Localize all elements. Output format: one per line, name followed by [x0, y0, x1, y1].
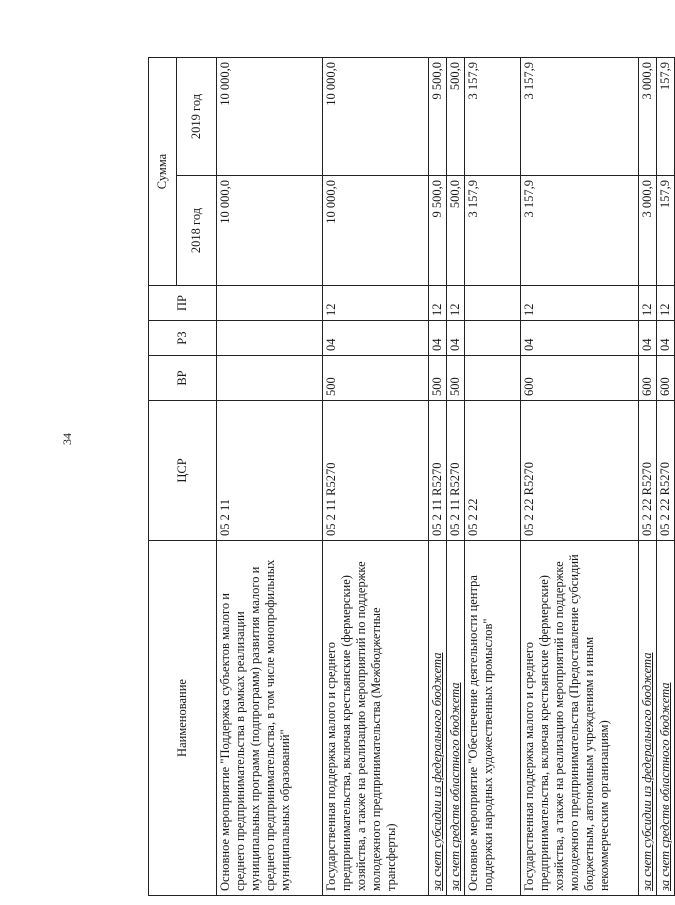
cell-rz: 04 [429, 321, 447, 356]
cell-pr: 12 [323, 286, 429, 321]
cell-vr [465, 356, 521, 401]
cell-rz: 04 [447, 321, 465, 356]
cell-csr: 05 2 22 R5270 [521, 401, 639, 541]
rotated-page-content [148, 58, 672, 896]
cell-vr: 600 [639, 356, 657, 401]
budget-table [148, 57, 675, 896]
cell-2018: 10 000,0 [323, 176, 429, 286]
cell-rz: 04 [639, 321, 657, 356]
page-number: 34 [60, 433, 74, 445]
header-year-2018: 2018 год [177, 176, 217, 286]
cell-rz: 04 [521, 321, 639, 356]
cell-pr: 12 [521, 286, 639, 321]
header-year-2019: 2019 год [177, 58, 217, 176]
table-row [429, 58, 447, 896]
cell-csr: 05 2 11 [217, 401, 323, 541]
cell-2019: 3 157,9 [521, 58, 639, 176]
cell-2019: 10 000,0 [323, 58, 429, 176]
cell-rz [217, 321, 323, 356]
cell-vr [217, 356, 323, 401]
header-sum: Сумма [149, 58, 177, 286]
cell-vr: 500 [323, 356, 429, 401]
header-vr: ВР [149, 356, 217, 401]
cell-2019: 9 500,0 [429, 58, 447, 176]
header-rz: РЗ [149, 321, 217, 356]
cell-rz: 04 [323, 321, 429, 356]
cell-vr: 500 [429, 356, 447, 401]
cell-csr: 05 2 22 [465, 401, 521, 541]
cell-2018: 500,0 [447, 176, 465, 286]
cell-csr: 05 2 11 R5270 [323, 401, 429, 541]
cell-csr: 05 2 11 R5270 [447, 401, 465, 541]
cell-pr [217, 286, 323, 321]
table-row [521, 58, 639, 896]
cell-csr: 05 2 22 R5270 [639, 401, 657, 541]
cell-rz: 04 [657, 321, 675, 356]
cell-pr: 12 [447, 286, 465, 321]
cell-vr: 600 [521, 356, 639, 401]
table-row [657, 58, 675, 896]
cell-name: Основное мероприятие "Обеспечение деятельности центра поддержки народных художественных промыслов" [465, 541, 521, 896]
cell-2018: 9 500,0 [429, 176, 447, 286]
table-row [447, 58, 465, 896]
cell-name: за счет субсидии из федерального бюджета [429, 541, 447, 896]
table-row [217, 58, 323, 896]
cell-csr: 05 2 22 R5270 [657, 401, 675, 541]
cell-2019: 3 157,9 [465, 58, 521, 176]
table-row [639, 58, 657, 896]
cell-csr: 05 2 11 R5270 [429, 401, 447, 541]
cell-vr: 500 [447, 356, 465, 401]
cell-pr: 12 [429, 286, 447, 321]
cell-pr: 12 [657, 286, 675, 321]
cell-name: Основное мероприятие "Поддержка субъектов малого и среднего предпринимательства в рамках реализации муниципальных программ (подпрограмм) развития малого и среднего предпринимательства, в том числе монопрофильных муниципальных образований" [217, 541, 323, 896]
cell-rz [465, 321, 521, 356]
cell-name: за счет субсидии из федерального бюджета [639, 541, 657, 896]
cell-name: за счет средств областного бюджета [657, 541, 675, 896]
cell-2019: 500,0 [447, 58, 465, 176]
header-pr: ПР [149, 286, 217, 321]
cell-name: Государственная поддержка малого и среднего предпринимательства, включая крестьянские (фермерские) хозяйства, а также на реализацию мероприятий по поддержке молодежного предпринимательства (Межбюджетные трансферты) [323, 541, 429, 896]
cell-2019: 10 000,0 [217, 58, 323, 176]
cell-2018: 10 000,0 [217, 176, 323, 286]
table-row [323, 58, 429, 896]
table-row [465, 58, 521, 896]
cell-vr: 600 [657, 356, 675, 401]
cell-2018: 3 157,9 [521, 176, 639, 286]
cell-2019: 3 000,0 [639, 58, 657, 176]
cell-name: Государственная поддержка малого и среднего предпринимательства, включая крестьянские (фермерские) хозяйства, а также на реализацию мероприятий по поддержке молодежного предпринимательства (Предоставление субсидий бюджетным, автономным учреждениям и иным некоммерческим организациям) [521, 541, 639, 896]
cell-2018: 3 000,0 [639, 176, 657, 286]
header-name: Наименование [149, 541, 217, 896]
cell-2019: 157,9 [657, 58, 675, 176]
cell-pr [465, 286, 521, 321]
cell-2018: 3 157,9 [465, 176, 521, 286]
header-csr: ЦСР [149, 401, 217, 541]
cell-name: за счет средств областного бюджета [447, 541, 465, 896]
cell-pr: 12 [639, 286, 657, 321]
cell-2018: 157,9 [657, 176, 675, 286]
